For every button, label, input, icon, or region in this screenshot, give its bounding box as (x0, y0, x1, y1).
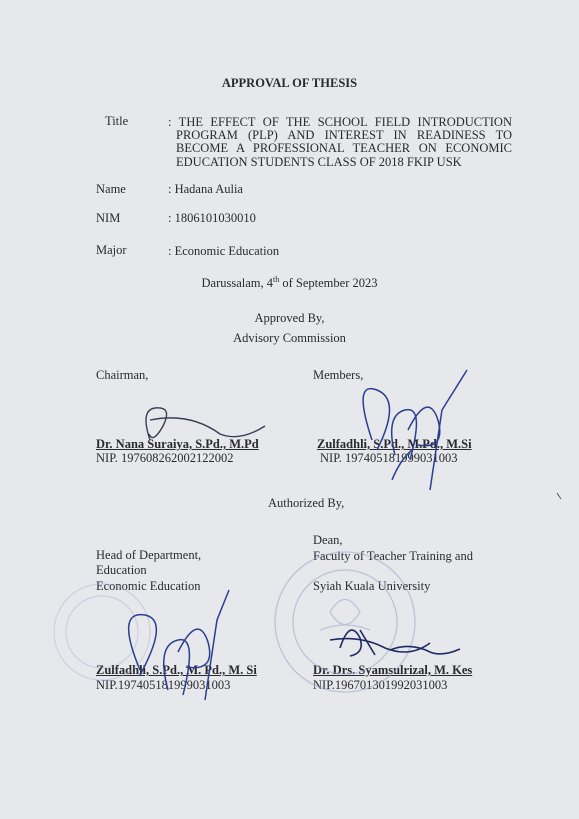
chairman-role: Chairman, (96, 368, 149, 382)
dean-line-2: Faculty of Teacher Training and (313, 549, 473, 563)
member-nip: NIP. 197405181999031003 (320, 451, 458, 465)
thesis-title-line-1: : THE EFFECT OF THE SCHOOL FIELD INTRODUCTION (168, 115, 512, 129)
title-label: Title (105, 114, 129, 128)
date-place: Darussalam, 4 (201, 276, 274, 290)
head-nip: NIP.197405181999031003 (96, 678, 231, 692)
edge-mark (557, 493, 561, 499)
dean-line-1: Dean, (313, 533, 343, 547)
thesis-title-line-2: PROGRAM (PLP) AND INTEREST IN READINESS TO (176, 128, 512, 143)
head-line-1: Head of Department, (96, 548, 202, 562)
name-value: : Hadana Aulia (168, 182, 243, 196)
dean-line-3: Syiah Kuala University (313, 579, 431, 593)
nim-label: NIM (96, 211, 121, 225)
chairman-name: Dr. Nana Suraiya, S.Pd., M.Pd (96, 437, 259, 451)
page-title: APPROVAL OF THESIS (221, 76, 358, 90)
member-role: Members, (313, 368, 364, 382)
chairman-nip: NIP. 197608262002122002 (96, 451, 234, 465)
member-name: Zulfadhli, S.Pd., M.Pd., M.Si (317, 437, 472, 451)
chairman-signature (146, 408, 265, 440)
head-signature (129, 590, 229, 700)
major-label: Major (96, 243, 127, 257)
dean-name: Dr. Drs. Syamsulrizal, M. Kes (313, 663, 473, 677)
thesis-title-line-4: EDUCATION STUDENTS CLASS OF 2018 FKIP USK (176, 154, 462, 169)
head-line-3: Economic Education (96, 579, 201, 593)
head-name: Zulfadhli, S.Pd., M. Pd., M. Si (96, 663, 257, 677)
member-signature (363, 370, 467, 490)
faculty-stamp (275, 552, 415, 692)
name-label: Name (96, 182, 126, 196)
advisory-commission: Advisory Commission (233, 331, 346, 345)
head-line-2: Education (96, 563, 147, 577)
dean-nip: NIP.196701301992031003 (313, 678, 448, 692)
approved-by: Approved By, (254, 311, 325, 325)
thesis-title-line-3: BECOME A PROFESSIONAL TEACHER ON ECONOMIC (176, 141, 512, 156)
date-rest: of September 2023 (279, 276, 378, 290)
department-stamp (54, 584, 150, 680)
major-value: : Economic Education (168, 244, 280, 258)
authorized-by: Authorized By, (268, 496, 345, 510)
nim-value: : 1806101030010 (168, 211, 256, 225)
date-suffix: th (273, 274, 280, 284)
